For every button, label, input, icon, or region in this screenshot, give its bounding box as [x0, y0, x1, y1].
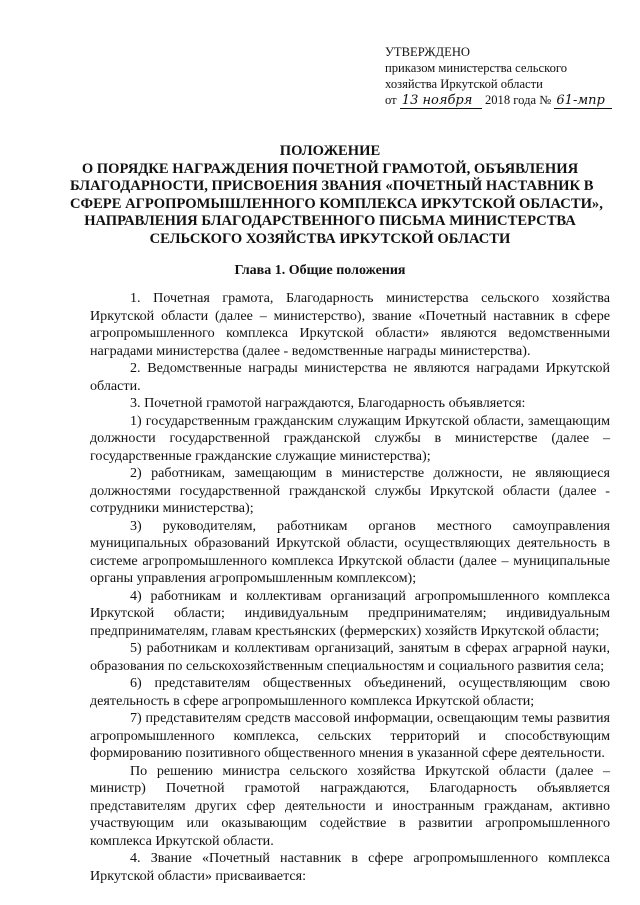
approval-line-2: хозяйства Иркутской области [385, 77, 543, 91]
paragraph: 3) руководителям, работникам органов местного самоуправления муниципальных образований Иркутской области, осуществляющих деятельность в системе агропромышленного комплекса Иркутской области (далее – муниципальные органы управления агропромышленным комплексом); [90, 517, 610, 586]
approval-line-1: приказом министерства сельского [385, 61, 568, 75]
approval-heading: УТВЕРЖДЕНО [385, 45, 471, 59]
paragraph: 2) работникам, замещающим в министерстве должности, не являющиеся должностями государственной гражданской службы Иркутской области (далее - сотрудники министерства); [90, 465, 610, 516]
paragraph: 1) государственным гражданским служащим Иркутской области, замещающим должности государственной гражданской службы в министерстве (далее – государственные гражданские служащие министерства); [90, 412, 610, 464]
title-line: О ПОРЯДКЕ НАГРАЖДЕНИЯ ПОЧЕТНОЙ ГРАМОТОЙ, ОБЪЯВЛЕНИЯ [81, 160, 579, 177]
paragraph: 4) работникам и коллективам организаций агропромышленного комплекса Иркутской области; индивидуальным предпринимателям; индивидуальным предпринимателям, главам крестьянских (фермерских) хозяйств Иркутской области; [90, 587, 610, 639]
paragraph: 2. Ведомственные награды министерства не являются наградами Иркутской области. [90, 360, 610, 394]
paragraph: 5) работникам и коллективам организаций, занятым в сферах аграрной науки, образования по сельскохозяйственным специальностям и социального развития села; [90, 640, 610, 674]
paragraph: 3. Почетной грамотой награждаются, Благодарность объявляется: [130, 395, 526, 411]
paragraph: 1. Почетная грамота, Благодарность министерства сельского хозяйства Иркутской области (далее – министерство), звание «Почетный наставник в сфере агропромышленного комплекса Иркутской области» являются ведомственными наградами министерства (далее - ведомственные награды министерства). [90, 290, 610, 359]
document-body [90, 290, 610, 885]
title-line: НАПРАВЛЕНИЯ БЛАГОДАРСТВЕННОГО ПИСЬМА МИНИСТЕРСТВА [84, 213, 576, 229]
year-number-label: 2018 года № [484, 93, 552, 107]
handwritten-order-number: 61-мпр [554, 94, 612, 109]
approval-stamp [385, 44, 630, 109]
paragraph: По решению министра сельского хозяйства Иркутской области (далее – министр) Почетной грамотой награждаются, Благодарность объявляется представителям других сфер деятельности и иностранным гражданам, активно участвующим или оказывающим содействие в развитии агропромышленного комплекса Иркутской области. [90, 762, 610, 849]
date-prefix: от [385, 93, 397, 107]
title-line: СЕЛЬСКОГО ХОЗЯЙСТВА ИРКУТСКОЙ ОБЛАСТИ [149, 230, 511, 247]
chapter-heading: Глава 1. Общие положения [234, 263, 406, 278]
handwritten-date: 13 ноября [400, 94, 482, 109]
title-line: БЛАГОДАРНОСТИ, ПРИСВОЕНИЯ ЗВАНИЯ «ПОЧЕТНЫЙ НАСТАВНИК В [70, 178, 594, 194]
paragraph: 4. Звание «Почетный наставник в сфере агропромышленного комплекса Иркутской области» присваивается: [90, 850, 610, 884]
paragraph: 7) представителям средств массовой информации, освещающим темы развития агропромышленного комплекса, сельских территорий и способствующим формированию позитивного общественного мнения в указанной сфере деятельности. [90, 710, 610, 761]
title-line: ПОЛОЖЕНИЕ [279, 143, 381, 159]
paragraph: 6) представителям общественных объединений, осуществляющим свою деятельность в сфере агропромышленного комплекса Иркутской области; [90, 675, 610, 709]
approval-date-line [385, 92, 630, 109]
title-line: СФЕРЕ АГРОПРОМЫШЛЕННОГО КОМПЛЕКСА ИРКУТСКОЙ ОБЛАСТИ», [70, 195, 603, 212]
document-title [70, 143, 603, 248]
